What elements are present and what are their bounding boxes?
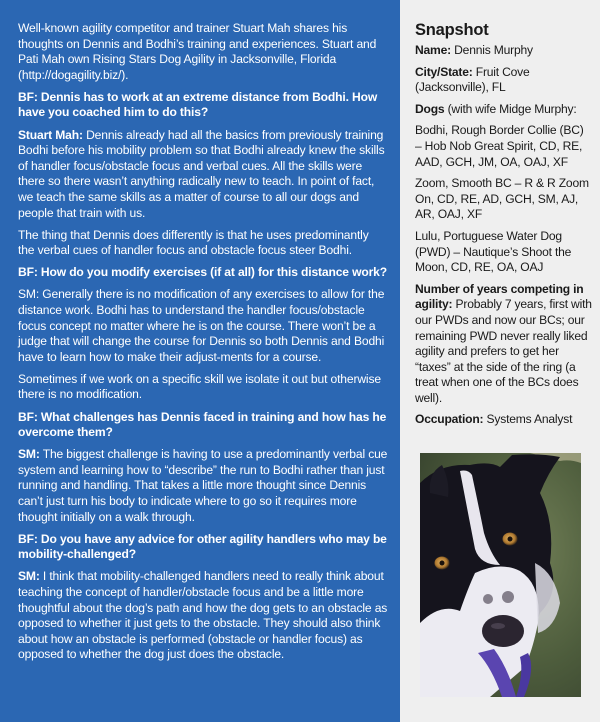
snapshot-sidebar xyxy=(400,0,600,722)
answer-text: Dennis already had all the basics from previously training Bodhi before his mobility problem so that Bodhi already knew the skills of handler focus/obstacle focus and verbal cues. All the skills were there so there wasn’t anything radically new to teach. In point of fact, we teach the same skills as a matter of course to all our dogs and people that train with us. xyxy=(18,127,385,220)
question: BF: Dennis has to work at an extreme distance from Bodhi. How have you coached him to do this? xyxy=(18,89,378,120)
dog-entry: Zoom, Smooth BC – R & R Zoom On, CD, RE, AD, GCH, SM, AJ, AR, OAJ, XF xyxy=(415,176,589,222)
years-field xyxy=(415,282,592,407)
name-field xyxy=(415,43,592,59)
question: BF: What challenges has Dennis faced in training and how has he overcome them? xyxy=(18,409,387,440)
answer-paragraph xyxy=(18,447,388,525)
years-label: Number of years competing in agility: xyxy=(415,281,584,312)
years-value: Probably 7 years, first with our PWDs and now our BCs; our remaining PWD never really liked agility and prefers to get her “taxes” at the side of the ring (a treat when one of the BCs does well). xyxy=(415,297,592,405)
dogs-label: Dogs xyxy=(415,101,445,116)
city-label: City/State: xyxy=(415,64,473,79)
speaker-label: Stuart Mah: xyxy=(18,127,83,142)
intro-paragraph: Well-known agility competitor and trainer Stuart Mah shares his thoughts on Dennis and Bodhi’s training and experiences. Stuart and Pati Mah own Rising Stars Dog Agility in Jacksonville, Florida (http://dogagility.biz/). xyxy=(18,21,377,82)
name-label: Name: xyxy=(415,43,451,57)
speaker-label: SM: xyxy=(18,569,40,584)
snapshot-title: Snapshot xyxy=(415,21,489,39)
name-value: Dennis Murphy xyxy=(450,43,533,57)
answer-text: Sometimes if we work on a specific skill we isolate it out but otherwise there is no modification. xyxy=(18,371,381,402)
speaker-label: SM: xyxy=(18,447,40,462)
occupation-field xyxy=(415,412,592,428)
occupation-value: Systems Analyst xyxy=(483,412,573,427)
answer-text: The thing that Dennis does differently is that he uses predominantly the verbal cues of handler focus and obstacle focus steer Bodhi. xyxy=(18,227,369,258)
answer-paragraph xyxy=(18,372,388,403)
dogs-field xyxy=(415,102,592,118)
dog-entry: Bodhi, Rough Border Collie (BC) – Hob Nob Great Spirit, CD, RE, AAD, GCH, JM, OA, OAJ, XF xyxy=(415,123,584,169)
dog-photo xyxy=(420,453,581,697)
answer-text: SM: Generally there is no modification of any exercises to allow for the distance work. Bodhi has to understand the handler focus/obstacle focus concept no matter where he is on the course. There won’t be a judge that will change the course for Dennis so both Dennis and Bodhi have to learn how to make their adjust-ments for a course. xyxy=(18,287,385,364)
answer-paragraph xyxy=(18,228,388,259)
answer-paragraph xyxy=(18,128,388,222)
border-collie-image xyxy=(420,453,581,697)
question: BF: Do you have any advice for other agility handlers who may be mobility-challenged? xyxy=(18,531,387,562)
answer-text: The biggest challenge is having to use a predominantly verbal cue system and learning how to “describe” the run to Bodhi rather than just running and handling. That takes a little more thought since Dennis can’t just turn his body to indicate where to go so it requires more thought initially on a walk through. xyxy=(18,447,388,524)
dog-entry: Lulu, Portuguese Water Dog (PWD) – Nautique’s Shoot the Moon, CD, RE, OA, OAJ xyxy=(415,228,572,275)
city-field xyxy=(415,65,592,96)
answer-paragraph xyxy=(18,287,388,365)
answer-paragraph xyxy=(18,569,388,663)
occupation-label: Occupation: xyxy=(415,412,484,427)
question: BF: How do you modify exercises (if at all) for this distance work? xyxy=(18,265,387,280)
dogs-value: (with wife Midge Murphy: xyxy=(444,101,577,116)
city-value: Fruit Cove (Jacksonville), FL xyxy=(415,64,530,95)
answer-text: I think that mobility-challenged handlers need to really think about teaching the concept of handler/obstacle focus and be a little more thoughtful about the dog’s path and how the dog gets to an obstacle as opposed to whether it just gets to the obstacle. They should also think about how an obstacle is performed (obstacle or handler focus) as opposed to whether the dog just does the obstacle. xyxy=(18,569,388,662)
